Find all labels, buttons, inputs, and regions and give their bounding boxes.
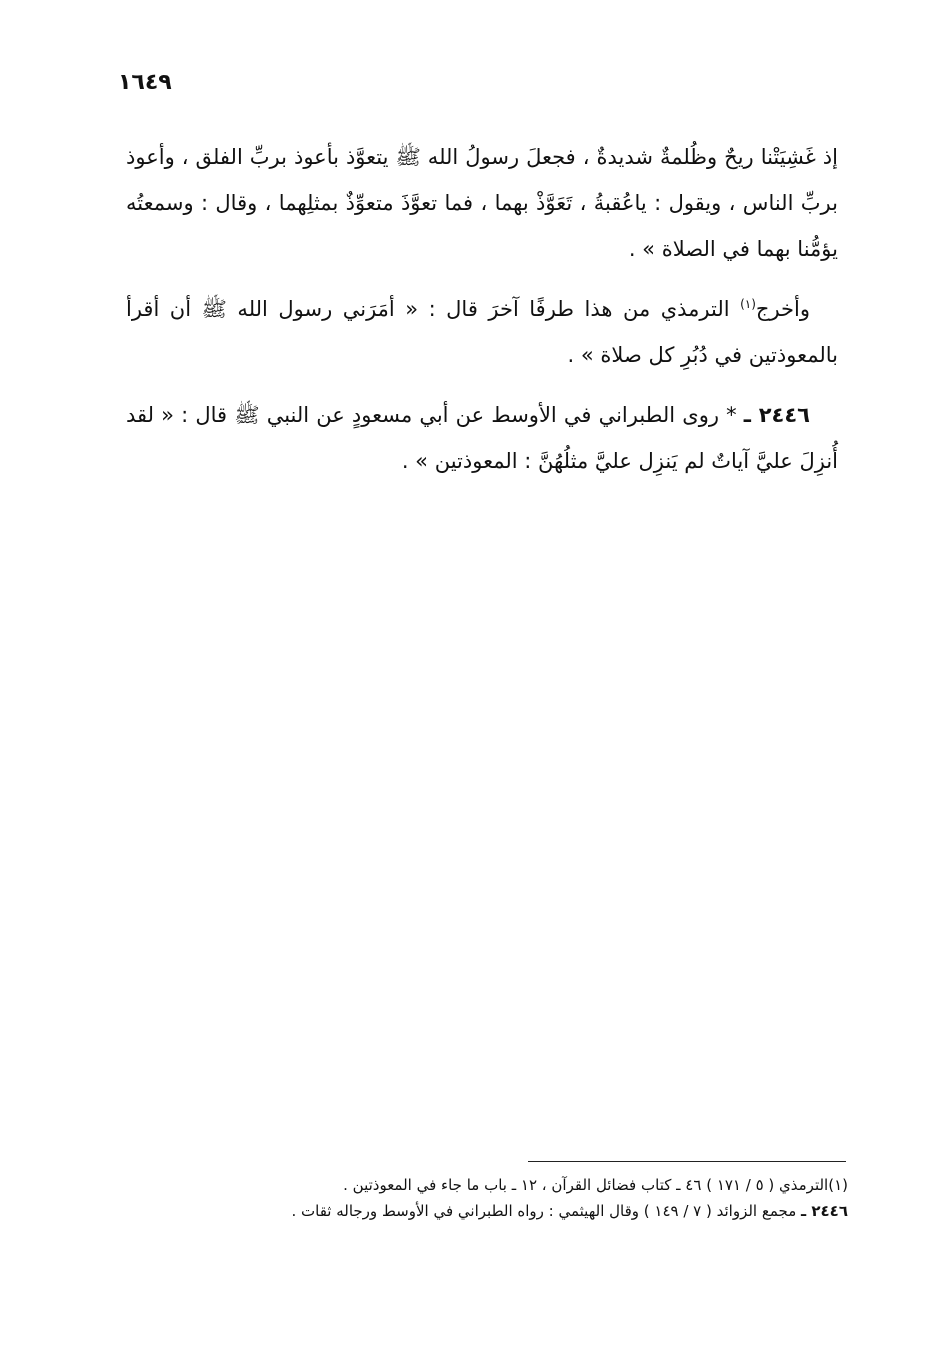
footnotes [291,1172,848,1224]
footnote-1 [300,1172,848,1198]
hadith-number: ٢٤٤٦ ـ [743,403,810,427]
footnote-1-text: الترمذي ( ٥ / ١٧١ ) ٤٦ ـ كتاب فضائل القرآن ، ١٢ ـ باب ما جاء في المعوذتين . [343,1176,829,1194]
footnote-divider [528,1161,846,1162]
footnote-reference: (١) [740,297,756,311]
page-number: ١٦٤٩ [118,70,172,95]
main-text [126,134,838,498]
paragraph-2-rest: الترمذي من هذا طرفًا آخرَ قال : « أمَرَني رسول الله ﷺ أن أقرأ بالمعوذتين في دُبُرِ كل صلاة » . [126,297,838,367]
paragraph-3-hadith [126,392,838,484]
footnote-2-number: ٢٤٤٦ ـ [801,1202,848,1220]
hadith-text: * روى الطبراني في الأوسط عن أبي مسعودٍ عن النبي ﷺ قال : « لقد أُنزِلَ عليَّ آياتٌ لم يَنزِل عليَّ مثلُهُنَّ : المعوذتين » . [126,403,838,473]
footnote-1-number: (١) [828,1176,848,1194]
footnote-2 [291,1198,848,1224]
paragraph-1: إذ غَشِيَتْنا ريحٌ وظُلمةٌ شديدةٌ ، فجعلَ رسولُ الله ﷺ يتعوَّذ بأعوذ بربِّ الفلق ، وأعوذ بربِّ الناس ، ويقول : ياعُقبةُ ، تَعَوَّذْ بهما ، فما تعوَّذَ متعوِّذٌ بمثلِهما ، وقال : وسمعتُه يؤمُّنا بهما في الصلاة » . [126,145,838,261]
paragraph-2 [126,286,838,378]
paragraph-2-start: وأخرج [755,297,810,321]
footnote-2-text: مجمع الزوائد ( ٧ / ١٤٩ ) وقال الهيثمي : رواه الطبراني في الأوسط ورجاله ثقات . [291,1202,802,1220]
